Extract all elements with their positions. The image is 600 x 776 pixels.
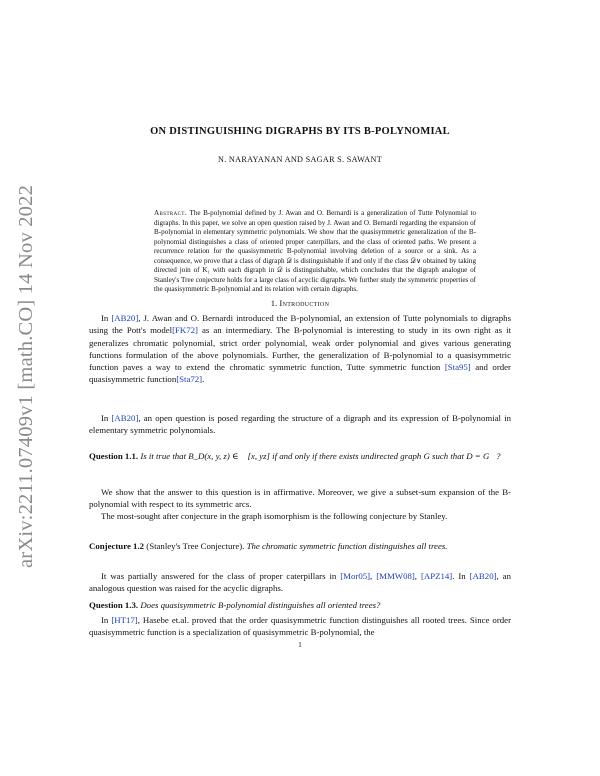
question-label: Question 1.3. [89, 600, 139, 610]
paper-title: ON DISTINGUISHING DIGRAPHS BY ITS B-POLYNOMIAL [150, 126, 450, 137]
citation-link[interactable]: [MMW08] [376, 571, 415, 581]
intro-paragraph-4: The most-sought after conjecture in the graph isomorphism is the following conjecture by Stanley. [101, 511, 448, 521]
text-span: , Hasebe et.al. proved that the order quasisymmetric function distinguishes all rooted trees. Since order quasisymmetric function is a specialization of quasisymmetric B-polynomial, the [89, 615, 511, 638]
text-span: , an open question is posed regarding the structure of a digraph and its expression of B-polynomial in elementary symmetric polynomials. [89, 413, 511, 436]
arxiv-identifier-stamp: arXiv:2211.07409v1 [math.CO] 14 Nov 2022 [15, 184, 37, 568]
conjecture-1-2 [89, 540, 511, 552]
text-span: . In [452, 571, 470, 581]
intro-paragraph-6 [89, 614, 511, 639]
paper-authors: N. NARAYANAN AND SAGAR S. SAWANT [218, 155, 382, 164]
text-span: It was partially answered for the class of proper caterpillars in [101, 571, 341, 581]
intro-paragraph-1 [89, 312, 511, 386]
text-span: as an intermediary. The B-polynomial is interesting to study in its own right as it generalizes chromatic polynomial, strict order polynomial, weak order polynomial and gives various generating functions formulation of the above polynomials. Further, the generalization of B-polynomial to a quasisymmetric function paves a way to extend the chromatic symmetric function, Tutte symmetric function [89, 325, 511, 373]
text-span: , an analogous question was raised for the acyclic digraphs. [89, 571, 511, 594]
citation-link[interactable]: [HT17] [111, 615, 138, 625]
conjecture-label: Conjecture 1.2 [89, 541, 145, 551]
intro-paragraph-3: We show that the answer to this question is in affirmative. Moreover, we give a subset-sum expansion of the B-polynomial with respect to its symmetric arcs. [89, 487, 511, 510]
section-title: Introduction [279, 298, 330, 308]
text-span: In [101, 413, 112, 423]
citation-link[interactable]: [Sta72] [176, 374, 203, 385]
abstract [154, 209, 476, 295]
intro-paragraph-2 [89, 412, 511, 437]
citation-link[interactable]: [AB20] [111, 313, 139, 323]
text-span: , J. Awan and O. Bernardi introduced the B-polynomial, an extension of Tutte polynomials to digraphs using the Pott's model [89, 313, 511, 336]
text-span: In [101, 615, 112, 625]
citation-link[interactable]: [Mor05] [340, 571, 371, 581]
question-1-1 [89, 450, 511, 462]
section-heading [0, 298, 600, 308]
text-span: , [414, 571, 421, 581]
citation-link[interactable]: [AB20] [469, 571, 497, 581]
intro-paragraph-5 [89, 570, 511, 595]
conjecture-text: The chromatic symmetric function distinguishes all trees. [246, 541, 448, 551]
question-label: Question 1.1. [89, 451, 139, 461]
citation-link[interactable]: [APZ14] [420, 571, 453, 581]
citation-link[interactable]: [FK72] [172, 325, 198, 336]
abstract-text: The B-polynomial defined by J. Awan and O. Bernardi is a generalization of Tutte Polynomial to digraphs. In this paper, we solve an open question raised by J. Awan and O. Bernardi regarding the expansion of B-polynomial in elementary symmetric polynomials. We show that the quasisymmetric generalization of the B-polynomial distinguishes a class of oriented proper caterpillars, and the class of oriented paths. We present a recurrence relation for the quasisymmetric B-polynomial involving deletion of a source or a sink. As a consequence, we prove that a class of digraph 𝒟 is distinguishable if and only if the class 𝒟∨ obtained by taking directed join of K₁ with each digraph in 𝒟 is distinguishable, which concludes that the digraph analogue of Stanley's Tree conjecture holds for a large class of acyclic digraphs. We further study the symmetric properties of the quasisymmetric B-polynomial and its relation with certain digraphs. [154, 209, 476, 293]
question-text: Is it true that B_D(x, y, z) ∈ ℚ[x, yz] if and only if there exists undirected graph G such that D = G⃡? [140, 451, 501, 461]
text-span: , [370, 571, 377, 581]
text-span: . [202, 374, 205, 385]
page-number: 1 [298, 640, 302, 649]
abstract-label: Abstract. [154, 209, 188, 217]
citation-link[interactable]: [AB20] [111, 413, 139, 423]
text-span: and order quasisymmetric function [89, 362, 511, 385]
citation-link[interactable]: [Sta95] [444, 362, 471, 373]
question-1-3 [89, 599, 511, 611]
question-text: Does quasisymmetric B-polynomial distinguishes all oriented trees? [140, 600, 381, 610]
conjecture-note: (Stanley's Tree Conjecture). [146, 541, 245, 551]
text-span: In [101, 313, 112, 323]
section-number: 1. [270, 298, 278, 308]
